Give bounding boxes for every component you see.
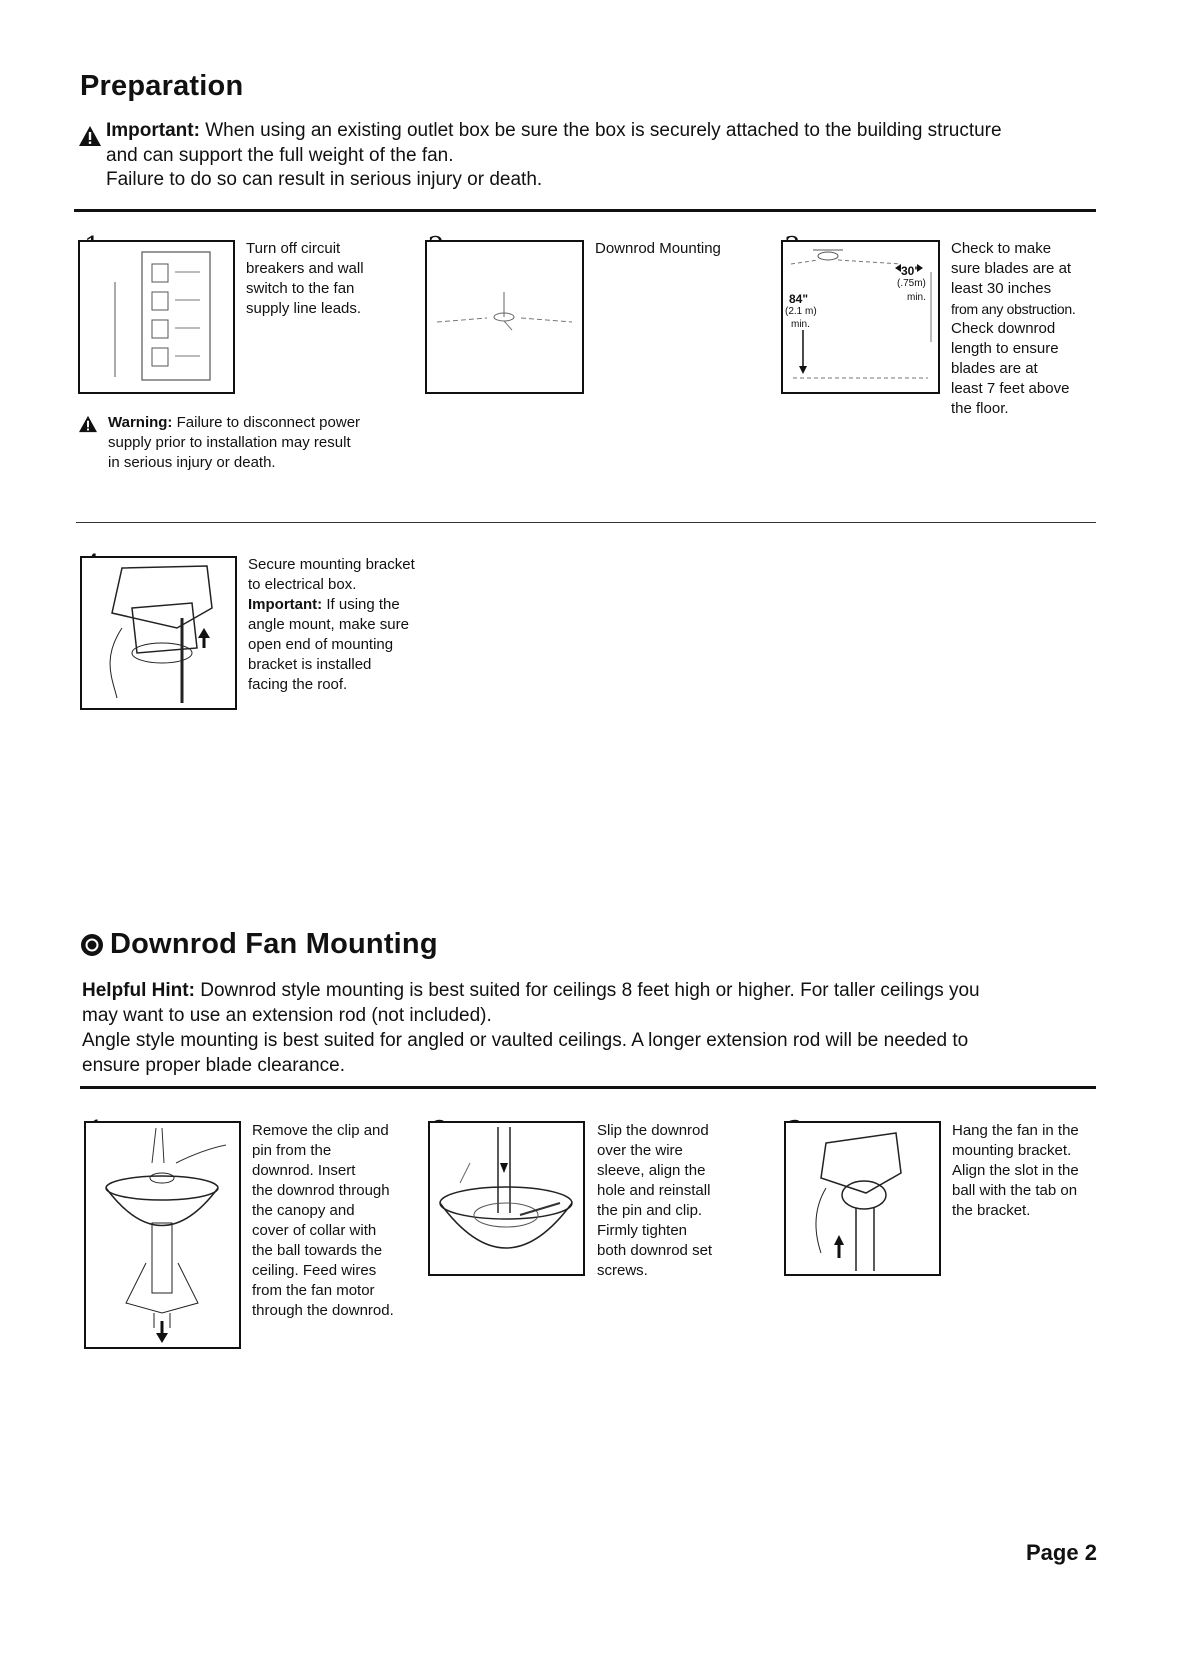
caption-line: Check to make (951, 240, 1052, 257)
caption-line: to electrical box. (248, 576, 357, 593)
caption-line: length to ensure (951, 340, 1059, 357)
caption-line: through the downrod. (252, 1302, 394, 1319)
section-bullet-icon (80, 933, 104, 957)
caption-line: least 30 inches (951, 280, 1052, 297)
caption-line: the ball towards the (252, 1242, 383, 1259)
downrod-step-1-caption (252, 1121, 394, 1321)
important-label: Important: (106, 120, 200, 141)
prep-step-4-caption (248, 555, 415, 695)
hint-label: Helpful Hint: (82, 980, 195, 1001)
dimension-84-metric: (2.1 m) (785, 306, 817, 317)
page-number: Page 2 (1026, 1540, 1097, 1565)
caption-line: If using the (326, 596, 400, 613)
prep-step-1-figure (78, 240, 235, 394)
warning-notice (108, 413, 360, 473)
warning-triangle-icon (78, 415, 98, 433)
dimension-30-metric: (.75m) (897, 278, 926, 289)
caption-important-label: Important: (248, 596, 323, 613)
section-divider (80, 1086, 1096, 1089)
warning-triangle-icon (78, 125, 102, 147)
step-divider (76, 522, 1096, 523)
caption-line: hole and reinstall (597, 1182, 711, 1199)
downrod-step-2-caption (597, 1121, 712, 1281)
caption-line: Hang the fan in the (952, 1122, 1079, 1139)
caption-line: mounting bracket. (952, 1142, 1072, 1159)
caption-line: supply line leads. (246, 300, 362, 317)
important-text-3: Failure to do so can result in serious injury or death. (106, 169, 543, 190)
caption-line: screws. (597, 1262, 648, 1279)
caption-line: the bracket. (952, 1202, 1031, 1219)
caption-line: the canopy and (252, 1202, 355, 1219)
warning-label: Warning: (108, 414, 173, 431)
caption-line: the downrod through (252, 1182, 390, 1199)
downrod-step-3-caption (952, 1121, 1079, 1221)
dimension-84-label: 84" (789, 292, 809, 306)
caption-line: sleeve, align the (597, 1162, 706, 1179)
warning-line: Failure to disconnect power (176, 414, 361, 431)
caption-line: Turn off circuit (246, 240, 341, 257)
caption-line: Firmly tighten (597, 1222, 688, 1239)
caption-line: Remove the clip and (252, 1122, 389, 1139)
dimension-30-min: min. (907, 292, 926, 303)
caption-line: from any obstruction. (951, 301, 1076, 317)
caption-line: breakers and wall (246, 260, 364, 277)
caption-line: sure blades are at (951, 260, 1072, 277)
caption-line: ball with the tab on (952, 1182, 1078, 1199)
caption-line: Align the slot in the (952, 1162, 1079, 1179)
prep-step-1-caption (246, 239, 364, 319)
downrod-step-3-figure (784, 1121, 941, 1276)
caption-line: Downrod Mounting (595, 240, 721, 257)
caption-line: both downrod set (597, 1242, 713, 1259)
caption-line: switch to the fan (246, 280, 355, 297)
prep-step-4-figure (80, 556, 237, 710)
caption-line: ceiling. Feed wires (252, 1262, 377, 1279)
caption-line: Secure mounting bracket (248, 556, 415, 573)
dimension-30-label: 30" (901, 264, 921, 278)
caption-line: from the fan motor (252, 1282, 375, 1299)
caption-line: blades are at (951, 360, 1038, 377)
caption-line: the floor. (951, 400, 1009, 417)
caption-line: downrod. Insert (252, 1162, 356, 1179)
downrod-step-1-figure (84, 1121, 241, 1349)
important-text-2: and can support the full weight of the fan. (106, 145, 454, 166)
prep-step-2-figure (425, 240, 584, 394)
caption-line: angle mount, make sure (248, 616, 409, 633)
caption-line: facing the roof. (248, 676, 348, 693)
hint-line: Downrod style mounting is best suited for ceilings 8 feet high or higher. For taller ceilings you (200, 980, 980, 1001)
caption-line: Slip the downrod (597, 1122, 709, 1139)
important-text: When using an existing outlet box be sure the box is securely attached to the building structure (205, 120, 1002, 141)
caption-line: open end of mounting (248, 636, 394, 653)
downrod-title: Downrod Fan Mounting (110, 928, 438, 960)
hint-line: ensure proper blade clearance. (82, 1055, 346, 1076)
caption-line: over the wire (597, 1142, 683, 1159)
hint-line: may want to use an extension rod (not included). (82, 1005, 492, 1026)
prep-step-2-caption (595, 239, 721, 259)
warning-line: in serious injury or death. (108, 454, 276, 471)
downrod-step-2-figure (428, 1121, 585, 1276)
important-notice (106, 118, 1106, 143)
caption-line: Check downrod (951, 320, 1056, 337)
caption-line: cover of collar with (252, 1222, 377, 1239)
helpful-hint (82, 978, 1102, 1078)
hint-line: Angle style mounting is best suited for angled or vaulted ceilings. A longer extension rod will be needed to (82, 1030, 969, 1051)
dimension-84-min: min. (791, 319, 810, 330)
preparation-title: Preparation (80, 70, 244, 102)
section-divider (74, 209, 1096, 212)
caption-line: bracket is installed (248, 656, 372, 673)
caption-line: least 7 feet above (951, 380, 1070, 397)
prep-step-3-figure (781, 240, 940, 394)
caption-line: the pin and clip. (597, 1202, 703, 1219)
warning-line: supply prior to installation may result (108, 434, 351, 451)
caption-line: pin from the (252, 1142, 332, 1159)
prep-step-3-caption (951, 239, 1075, 419)
